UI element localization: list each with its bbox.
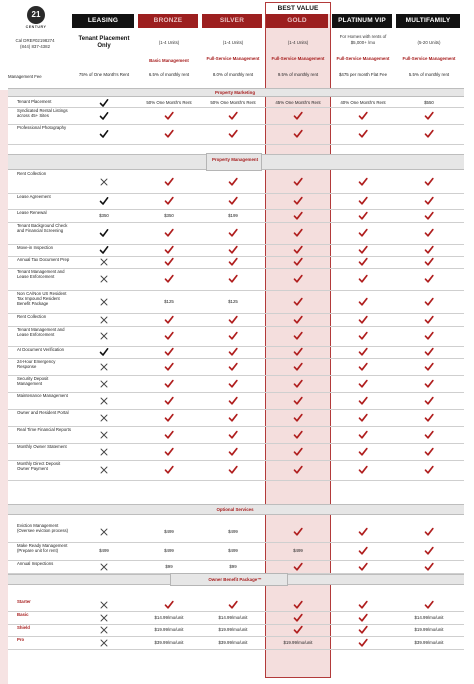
row-divider [8, 209, 464, 210]
red-check-icon [293, 562, 303, 572]
best-value-label: BEST VALUE [265, 2, 331, 14]
red-check-icon [358, 600, 368, 610]
cell-value: $499 [164, 529, 174, 535]
row-label: Make Ready Management (Prepare unit for rent) [17, 543, 68, 554]
red-check-icon [164, 600, 174, 610]
row-divider [8, 649, 464, 650]
license-number: Cal DRE#02198274 [15, 38, 55, 43]
x-mark-icon [99, 430, 109, 440]
red-check-icon [424, 447, 434, 457]
plan-units: (1-4 Units) [158, 40, 180, 45]
red-check-icon [424, 211, 434, 221]
red-check-icon [293, 600, 303, 610]
contact-info [4, 38, 66, 50]
red-check-icon [424, 177, 434, 187]
row-label: Lease Renewal [17, 210, 47, 215]
row-divider [8, 193, 464, 194]
row-divider [8, 460, 464, 461]
red-check-icon [228, 465, 238, 475]
red-check-icon [164, 111, 174, 121]
red-check-icon [424, 257, 434, 267]
red-check-icon [358, 228, 368, 238]
red-check-icon [358, 177, 368, 187]
cell-value: $350 [99, 212, 109, 218]
red-check-icon [424, 315, 434, 325]
red-check-icon [164, 315, 174, 325]
red-check-icon [164, 430, 174, 440]
red-check-icon [228, 379, 238, 389]
red-check-icon [424, 465, 434, 475]
red-check-icon [293, 297, 303, 307]
row-divider [8, 426, 464, 427]
cell-value: $499 [228, 529, 238, 535]
row-label: AI Document Verification [17, 347, 65, 352]
row-label: Move-in Inspection [17, 245, 54, 250]
red-check-icon [293, 177, 303, 187]
phone-number: (844) 837-4382 [19, 44, 51, 49]
row-label: Tenant Management and Lease Enforcement [17, 269, 65, 280]
red-check-icon [358, 625, 368, 635]
row-divider [8, 560, 464, 561]
cell-value: $499 [164, 548, 174, 554]
row-label: Real Time Financial Reports [17, 427, 71, 432]
x-mark-icon [99, 527, 109, 537]
red-check-icon [424, 562, 434, 572]
red-check-icon [358, 396, 368, 406]
management-fee-value: 5.5% of monthly rent [408, 72, 450, 77]
red-check-icon [228, 331, 238, 341]
x-mark-icon [99, 413, 109, 423]
row-divider [8, 480, 464, 481]
row-divider [8, 107, 464, 108]
row-label: Annual Tax Document Prep [17, 257, 70, 262]
red-check-icon [228, 111, 238, 121]
red-check-icon [228, 430, 238, 440]
red-check-icon [424, 129, 434, 139]
check-icon [99, 228, 109, 238]
red-check-icon [424, 527, 434, 537]
red-check-icon [293, 413, 303, 423]
red-check-icon [424, 362, 434, 372]
red-check-icon [293, 447, 303, 457]
row-label: Non CA/Non US Resident Tax Impound Resident Benefit Package [17, 291, 67, 307]
owner-benefit-section-label: Owner Benefit Package™ [208, 576, 262, 582]
logo-number: 21 [27, 6, 45, 24]
check-icon [99, 347, 109, 357]
row-divider [8, 144, 464, 145]
red-check-icon [293, 613, 303, 623]
cell-value: $499 [293, 548, 303, 554]
red-check-icon [358, 430, 368, 440]
red-check-icon [293, 211, 303, 221]
red-check-icon [228, 362, 238, 372]
red-check-icon [424, 379, 434, 389]
red-check-icon [293, 196, 303, 206]
red-check-icon [293, 274, 303, 284]
red-check-icon [164, 362, 174, 372]
red-check-icon [164, 245, 174, 255]
red-check-icon [228, 413, 238, 423]
cell-value: $39.99/mo/unit [414, 639, 444, 645]
red-check-icon [358, 129, 368, 139]
x-mark-icon [99, 465, 109, 475]
red-check-icon [293, 465, 303, 475]
cell-value: $14.99/mo/unit [154, 614, 184, 620]
century21-logo [22, 6, 50, 36]
plan-header-leasing: LEASING [72, 14, 134, 28]
cell-value: 45% One Month's Rent [275, 99, 321, 105]
row-label: 24-Hour Emergency Response [17, 359, 56, 370]
cell-value: 50% One Month's Rent [146, 99, 192, 105]
management-fee-value: 6.5% of monthly rent [148, 72, 190, 77]
red-check-icon [358, 245, 368, 255]
red-check-icon [358, 379, 368, 389]
row-label: Annual Inspections [17, 561, 54, 566]
red-check-icon [164, 413, 174, 423]
row-divider [8, 392, 464, 393]
row-label: Maintenance Management [17, 393, 68, 398]
row-label: Pro [17, 637, 25, 642]
check-icon [99, 129, 109, 139]
x-mark-icon [99, 297, 109, 307]
red-check-icon [358, 347, 368, 357]
red-check-icon [358, 413, 368, 423]
plan-type: Full-Service Management [271, 56, 325, 61]
cell-value: 40% One Month's Rent [340, 99, 386, 105]
row-label: Monthly Direct Deposit Owner Payment [17, 461, 61, 472]
plan-type: Full-Service Management [336, 56, 390, 61]
cell-value: $19.99/mo/unit [154, 627, 184, 633]
red-check-icon [293, 129, 303, 139]
row-label: Eviction Management (Oversee eviction process) [17, 523, 69, 534]
x-mark-icon [99, 396, 109, 406]
row-divider [8, 268, 464, 269]
x-mark-icon [99, 613, 109, 623]
red-check-icon [424, 396, 434, 406]
row-label: Lease Agreement [17, 194, 51, 199]
red-check-icon [358, 362, 368, 372]
cell-value: $99 [229, 563, 237, 569]
row-label: Security Deposit Management [17, 376, 49, 387]
cell-value: $199 [228, 212, 238, 218]
cell-value: $550 [424, 99, 434, 105]
property-management-section-label: Property Management [211, 156, 259, 162]
red-check-icon [424, 297, 434, 307]
red-check-icon [358, 211, 368, 221]
red-check-icon [424, 111, 434, 121]
red-check-icon [424, 245, 434, 255]
red-check-icon [358, 562, 368, 572]
plan-units: (1-4 Units) [222, 40, 244, 45]
red-check-icon [228, 396, 238, 406]
management-fee-value: 9.5% of monthly rent [277, 72, 319, 77]
red-check-icon [424, 196, 434, 206]
red-check-icon [293, 430, 303, 440]
red-check-icon [293, 527, 303, 537]
row-label: Rent Collection [17, 171, 47, 176]
red-check-icon [424, 430, 434, 440]
x-mark-icon [99, 379, 109, 389]
red-check-icon [164, 331, 174, 341]
red-check-icon [424, 228, 434, 238]
x-mark-icon [99, 315, 109, 325]
row-label: Rent Collection [17, 314, 47, 319]
cell-value: $499 [99, 548, 109, 554]
red-check-icon [228, 129, 238, 139]
red-check-icon [293, 245, 303, 255]
row-label: Basic [17, 612, 29, 617]
x-mark-icon [99, 331, 109, 341]
red-check-icon [358, 257, 368, 267]
plan-units: For Homes with rents of $5,000+ /mo [339, 34, 387, 45]
row-label: Syndicated Rental Listings across 45+ Sites [17, 108, 68, 119]
red-check-icon [358, 527, 368, 537]
cell-value: $499 [228, 548, 238, 554]
x-mark-icon [99, 257, 109, 267]
red-check-icon [164, 274, 174, 284]
row-divider [8, 290, 464, 291]
cell-value: $125 [228, 298, 238, 304]
cell-value: $14.99/mo/unit [218, 614, 248, 620]
optional-services-section-label: Optional Services [216, 506, 254, 512]
red-check-icon [424, 600, 434, 610]
row-divider [8, 636, 464, 637]
x-mark-icon [99, 600, 109, 610]
red-check-icon [293, 111, 303, 121]
plan-units: Tenant Placement Only [78, 36, 130, 49]
red-check-icon [358, 274, 368, 284]
red-check-icon [228, 447, 238, 457]
row-label: Owner and Resident Portal [17, 410, 69, 415]
property-marketing-section-label: Property Marketing [214, 89, 255, 95]
row-label: Tenant Placement [17, 99, 52, 104]
x-mark-icon [99, 177, 109, 187]
x-mark-icon [99, 447, 109, 457]
red-check-icon [424, 274, 434, 284]
red-check-icon [358, 315, 368, 325]
row-divider [8, 542, 464, 543]
cell-value: $99 [165, 563, 173, 569]
red-check-icon [358, 447, 368, 457]
red-check-icon [164, 347, 174, 357]
cell-value: $39.99/mo/unit [218, 639, 248, 645]
red-check-icon [164, 396, 174, 406]
management-fee-value: 75% of One Month's Rent [78, 72, 130, 77]
cell-value: $125 [164, 298, 174, 304]
plan-header-bronze: BRONZE [138, 14, 198, 28]
red-check-icon [164, 177, 174, 187]
plan-type: Basic Management [149, 58, 189, 63]
red-check-icon [358, 638, 368, 648]
red-check-icon [164, 379, 174, 389]
plan-units: (1-4 Units) [287, 40, 309, 45]
red-check-icon [228, 196, 238, 206]
red-check-icon [293, 315, 303, 325]
row-divider [8, 443, 464, 444]
red-check-icon [424, 413, 434, 423]
row-label: Tenant Background Check and Financial Screening [17, 223, 68, 234]
row-label: Tenant Management and Lease Enforcement [17, 327, 65, 338]
check-icon [99, 98, 109, 108]
red-check-icon [228, 245, 238, 255]
red-check-icon [358, 546, 368, 556]
plan-units: (5-20 Units) [417, 40, 441, 45]
red-check-icon [293, 379, 303, 389]
red-check-icon [228, 177, 238, 187]
management-fee-value: 8.0% of monthly rent [212, 72, 254, 77]
red-check-icon [293, 362, 303, 372]
cell-value: $14.99/mo/unit [414, 614, 444, 620]
x-mark-icon [99, 274, 109, 284]
cell-value: $350 [164, 212, 174, 218]
red-check-icon [424, 331, 434, 341]
row-divider [8, 611, 464, 612]
cell-value: $19.99/mo/unit [218, 627, 248, 633]
cell-value: 50% One Month's Rent [210, 99, 256, 105]
row-label: Shield [17, 625, 30, 630]
management-fee-value: $475 per month Flat Fee [338, 72, 388, 77]
red-check-icon [358, 613, 368, 623]
plan-type: Full-Service Management [206, 56, 260, 61]
plan-header-multifamily: MULTIFAMILY [396, 14, 460, 28]
red-check-icon [358, 331, 368, 341]
red-check-icon [228, 347, 238, 357]
red-check-icon [293, 396, 303, 406]
x-mark-icon [99, 362, 109, 372]
red-check-icon [228, 315, 238, 325]
cell-value: $19.99/mo/unit [414, 627, 444, 633]
logo-word: CENTURY [25, 25, 47, 29]
red-check-icon [293, 347, 303, 357]
cell-value: $19.99/mo/unit [283, 639, 313, 645]
row-divider [8, 222, 464, 223]
red-check-icon [164, 129, 174, 139]
row-divider [8, 326, 464, 327]
red-check-icon [164, 447, 174, 457]
red-check-icon [293, 331, 303, 341]
red-check-icon [358, 297, 368, 307]
red-check-icon [293, 228, 303, 238]
red-check-icon [228, 257, 238, 267]
management-fee-label: Management Fee [8, 74, 42, 79]
side-accent [0, 90, 8, 684]
cell-value: $39.99/mo/unit [154, 639, 184, 645]
plan-header-platinum-vip: PLATINUM VIP [332, 14, 392, 28]
red-check-icon [164, 196, 174, 206]
plan-header-gold: GOLD [266, 14, 328, 28]
red-check-icon [228, 274, 238, 284]
row-label: Monthly Owner Statement [17, 444, 67, 449]
row-divider [8, 409, 464, 410]
row-divider [8, 624, 464, 625]
row-label: Professional Photography [17, 125, 67, 130]
red-check-icon [358, 465, 368, 475]
check-icon [99, 245, 109, 255]
plan-type: Full-Service Management [402, 56, 456, 61]
check-icon [99, 196, 109, 206]
red-check-icon [164, 228, 174, 238]
red-check-icon [358, 196, 368, 206]
red-check-icon [164, 465, 174, 475]
check-icon [99, 111, 109, 121]
row-label: Starter [17, 599, 31, 604]
red-check-icon [228, 600, 238, 610]
red-check-icon [424, 347, 434, 357]
red-check-icon [293, 257, 303, 267]
row-divider [8, 358, 464, 359]
red-check-icon [164, 257, 174, 267]
x-mark-icon [99, 562, 109, 572]
row-divider [8, 124, 464, 125]
red-check-icon [293, 625, 303, 635]
x-mark-icon [99, 638, 109, 648]
row-divider [8, 375, 464, 376]
red-check-icon [358, 111, 368, 121]
red-check-icon [228, 228, 238, 238]
x-mark-icon [99, 625, 109, 635]
plan-header-silver: SILVER [202, 14, 262, 28]
red-check-icon [424, 546, 434, 556]
